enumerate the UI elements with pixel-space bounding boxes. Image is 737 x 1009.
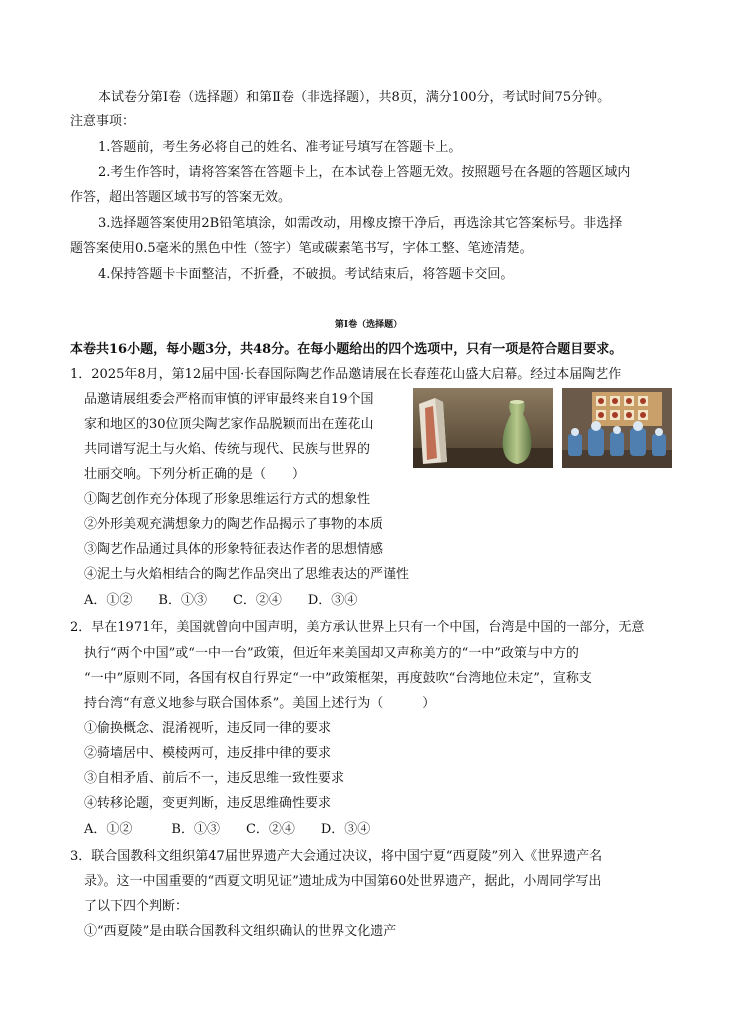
q2-option-1: ①偷换概念、混淆视听，违反同一律的要求 (84, 721, 332, 736)
notice-item-4: 4.保持答题卡卡面整洁，不折叠，不破损。考试结束后，将答题卡交回。 (98, 267, 514, 282)
q1-option-4: ④泥土与火焰相结合的陶艺作品突出了思维表达的严谨性 (84, 567, 410, 582)
notice-item-3-cont: 题答案使用0.5毫米的黑色中性（签字）笔或碳素笔书写，字体工整、笔迹清楚。 (70, 241, 533, 256)
q2-option-4: ④转移论题，变更判断，违反思维确性要求 (84, 796, 332, 811)
q2-stem-line-1: 2．早在1971年，美国就曾向中国声明，美方承认世界上只有一个中国，台湾是中国的一部分，无意 (70, 620, 645, 635)
notice-item-1: 1.答题前，考生务必将自己的姓名、准考证号填写在答题卡上。 (98, 140, 462, 155)
q1-option-2: ②外形美观充满想象力的陶艺作品揭示了事物的本质 (84, 517, 384, 532)
q1-answer-choices: A．①② B．①③ C．②④ D．③④ (84, 593, 358, 608)
intro-line-1: 本试卷分第Ⅰ卷（选择题）和第Ⅱ卷（非选择题），共8页，满分100分，考试时间75分钟。 (98, 90, 611, 105)
q3-stem-line-3: 了以下四个判断： (84, 899, 189, 914)
q1-stem-line-4: 共同谱写泥土与火焰、传统与现代、民族与世界的 (84, 442, 371, 457)
notice-item-2-cont: 作答，超出答题区域书写的答案无效。 (70, 190, 292, 205)
q2-stem-line-3: “一中”原则不同，各国有权自行界定“一中”政策框架，再度鼓吹“台湾地位未定”，宣称支 (84, 671, 592, 686)
q2-option-2: ②骑墙居中、模棱两可，违反排中律的要求 (84, 746, 332, 761)
section-instruction: 本卷共16小题，每小题3分，共48分。在每小题给出的四个选项中，只有一项是符合题目要求。 (70, 342, 623, 357)
ceramic-exhibition-photo (562, 388, 672, 468)
q2-stem-line-4: 持台湾“有意义地参与联合国体系”。美国上述行为（ ） (84, 696, 436, 711)
q1-option-1: ①陶艺创作充分体现了形象思维运行方式的想象性 (84, 492, 371, 507)
q2-answer-choices: A．①② B．①③ C．②④ D．③④ (84, 822, 371, 837)
q1-stem-line-5: 壮丽交响。下列分析正确的是（ ） (84, 467, 306, 482)
notice-item-3: 3.选择题答案使用2B铅笔填涂，如需改动，用橡皮擦干净后，再选涂其它答案标号。非选择 (98, 216, 623, 231)
q1-stem-line-3: 家和地区的30位顶尖陶艺家作品脱颖而出在莲花山 (84, 417, 374, 432)
notice-heading: 注意事项： (70, 114, 136, 129)
section-title: 第Ⅰ卷（选择题） (334, 320, 403, 330)
q2-option-3: ③自相矛盾、前后不一，违反思维一致性要求 (84, 771, 345, 786)
q1-option-3: ③陶艺作品通过具体的形象特征表达作者的思想情感 (84, 542, 384, 557)
notice-item-2: 2.考生作答时，请将答案答在答题卡上，在本试卷上答题无效。按照题号在各题的答题区域内 (98, 165, 631, 180)
q2-stem-line-2: 执行“两个中国”或“一中一台”政策，但近年来美国却又声称美方的“一中”政策与中方的 (84, 646, 579, 661)
ceramic-sculptures-photo (413, 388, 553, 468)
q3-option-1: ①“西夏陵”是由联合国教科文组织确认的世界文化遗产 (84, 924, 397, 939)
q3-stem-line-1: 3．联合国教科文组织第47届世界遗产大会通过决议，将中国宁夏“西夏陵”列入《世界遗产名 (70, 849, 603, 864)
q3-stem-line-2: 录》。这一中国重要的“西夏文明见证”遗址成为中国第60处世界遗产，据此，小周同学写出 (84, 874, 602, 889)
q1-stem-line-2: 品邀请展组委会严格而审慎的评审最终来自19个国 (84, 392, 374, 407)
q1-stem-line-1: 1．2025年8月，第12届中国·长春国际陶艺作品邀请展在长春莲花山盛大启幕。经过本届陶艺作 (70, 367, 622, 382)
